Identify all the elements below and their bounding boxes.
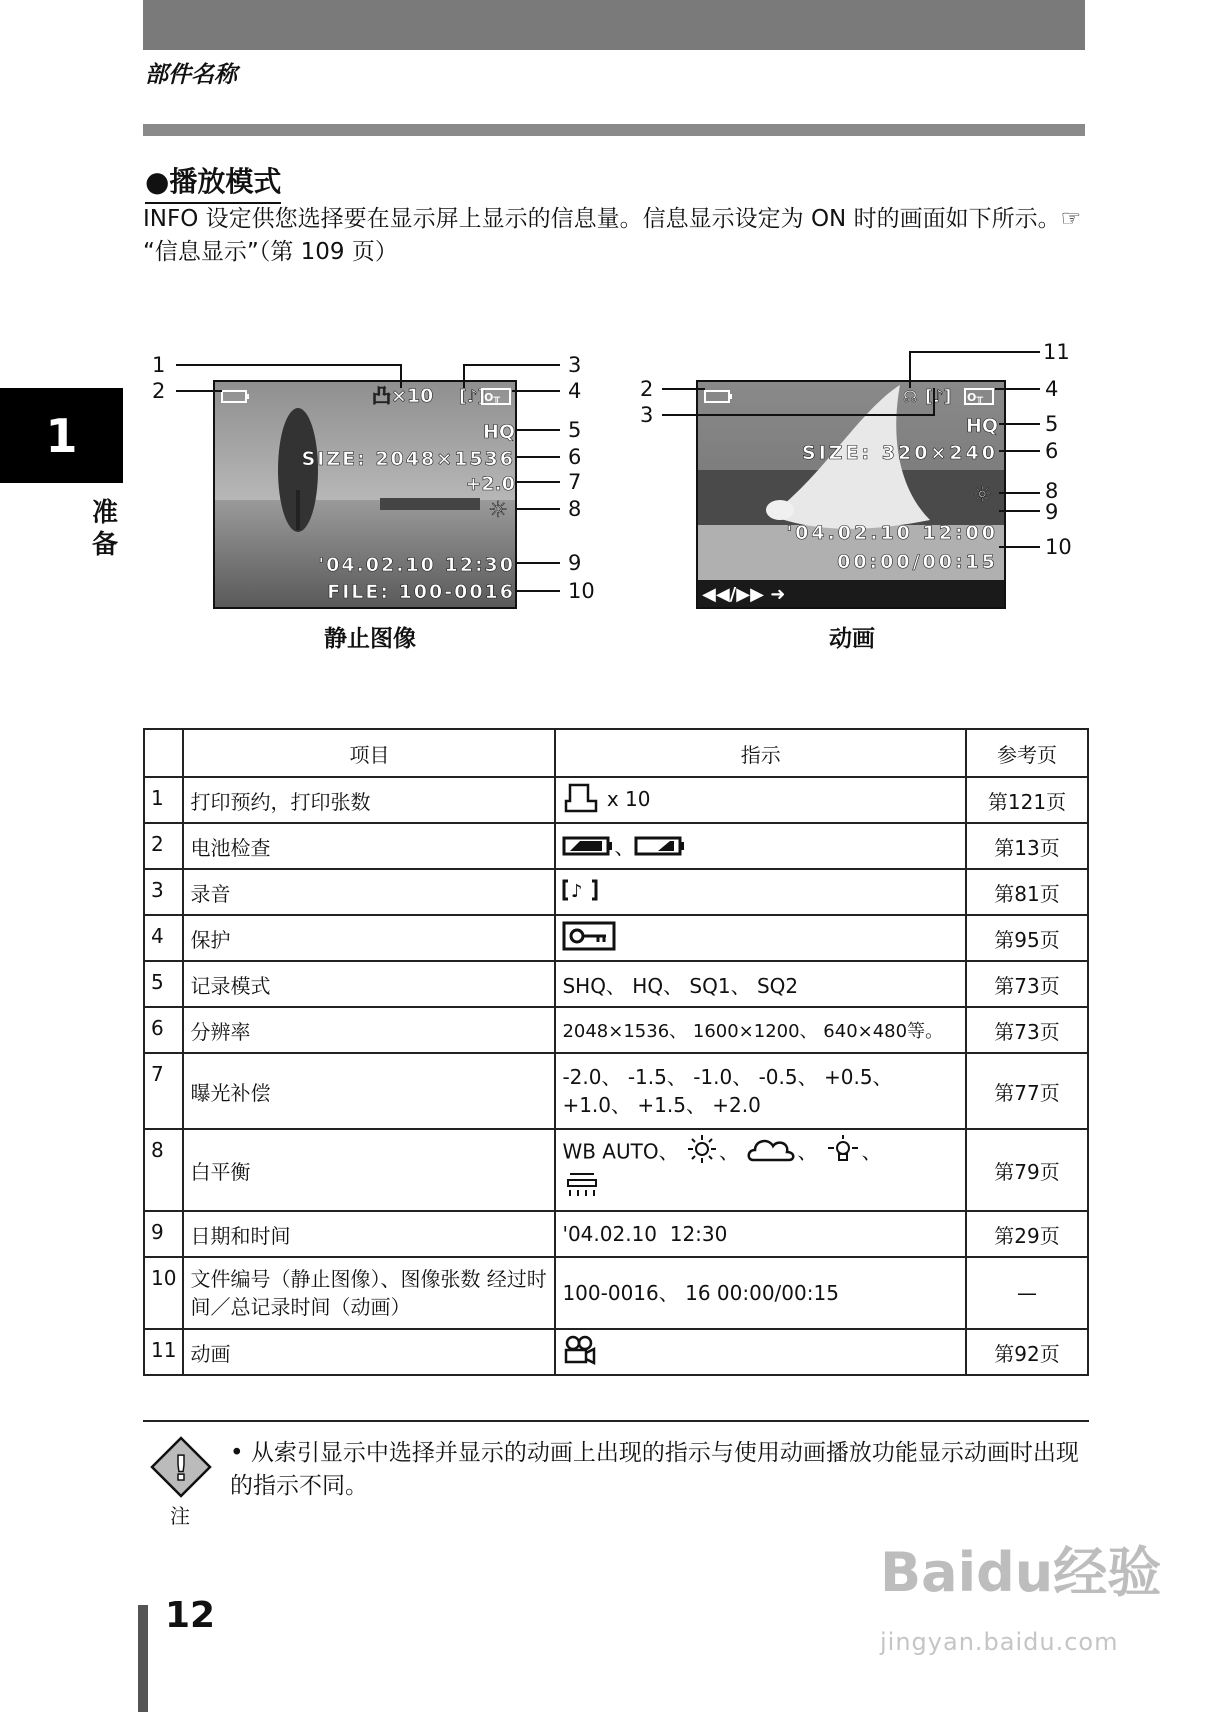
- still-caption: 静止图像: [324, 626, 416, 652]
- table-header-row: 项目 指示 参考页: [144, 729, 1088, 777]
- svg-text:3: 3: [640, 403, 654, 427]
- movie-controls: ◀◀/▶▶ ➜: [702, 584, 786, 605]
- svg-text:5: 5: [1045, 412, 1059, 436]
- table-row: 10 文件编号（静止图像）、图像张数 经过时间／总记录时间（动画） 100-0016、 16 00:00/00:15 —: [144, 1257, 1088, 1329]
- section-label: 部件名称: [145, 62, 237, 88]
- page-number-bar: [138, 1605, 148, 1712]
- tungsten-icon: [824, 1134, 862, 1172]
- svg-text:10: 10: [568, 579, 595, 603]
- svg-text:9: 9: [1045, 500, 1059, 524]
- indicator-table: [143, 728, 1089, 1376]
- svg-text:O╥: O╥: [967, 391, 983, 404]
- movie-caption: 动画: [829, 626, 875, 652]
- intro-paragraph: INFO 设定供您选择要在显示屏上显示的信息量。信息显示设定为 ON 时的画面如下所示。☞ “信息显示”（第 109 页）: [143, 206, 1082, 265]
- still-size: SIZE: 2048×1536: [301, 448, 515, 470]
- battery-low-icon: [634, 835, 686, 862]
- note-text: • 从索引显示中选择并显示的动画上出现的指示与使用动画播放功能显示动画时出现的指示不同。: [230, 1440, 1079, 1499]
- svg-text:2: 2: [640, 377, 654, 401]
- chapter-number-tab: 1: [0, 388, 123, 483]
- svg-text:♪: ♪: [571, 880, 583, 902]
- svg-text:6: 6: [568, 445, 582, 469]
- still-datetime: '04.02.10 12:30: [318, 554, 515, 576]
- sound-icon: [562, 878, 598, 907]
- svg-text:1: 1: [152, 353, 166, 377]
- still-image-screen: [214, 381, 516, 608]
- table-row: 4 保护 第95页: [144, 915, 1088, 961]
- battery-full-icon: [562, 835, 614, 862]
- protect-key-icon: [562, 921, 616, 956]
- still-file: FILE: 100-0016: [327, 581, 515, 603]
- baidu-watermark-url: jingyan.baidu.com: [880, 1628, 1119, 1656]
- cloudy-icon: [745, 1134, 797, 1172]
- svg-text:11: 11: [1043, 340, 1070, 364]
- table-row: 2 电池检查 、 第13页: [144, 823, 1088, 869]
- section-divider: [143, 124, 1085, 136]
- movie-mode: HQ: [965, 415, 998, 437]
- still-mode: HQ: [482, 421, 515, 443]
- note-label: 注: [170, 1504, 190, 1528]
- movie-elapsed: 00:00/00:15: [837, 551, 998, 573]
- still-exposure: +2.0: [465, 473, 515, 495]
- svg-text:9: 9: [568, 551, 582, 575]
- table-row: 6 分辨率 2048×1536、 1600×1200、 640×480等。 第73页: [144, 1007, 1088, 1053]
- svg-text:☼: ☼: [488, 498, 508, 523]
- table-row: 7 曝光补偿 -2.0、 -1.5、 -1.0、 -0.5、 +0.5、 +1.0、 +1.5、 +2.0 第77页: [144, 1053, 1088, 1129]
- svg-text:☊: ☊: [903, 387, 918, 406]
- svg-text:!: !: [173, 1449, 189, 1489]
- movie-camera-icon: [562, 1335, 596, 1370]
- svg-text:☼: ☼: [972, 483, 992, 508]
- header-bar: [143, 0, 1085, 50]
- svg-text:4: 4: [1045, 377, 1059, 401]
- svg-text:O╥: O╥: [484, 391, 500, 404]
- sunny-icon: [685, 1134, 719, 1172]
- print-icon: [562, 783, 600, 818]
- svg-text:7: 7: [568, 470, 582, 494]
- svg-text:6: 6: [1045, 439, 1059, 463]
- table-row: 5 记录模式 SHQ、 HQ、 SQ1、 SQ2 第73页: [144, 961, 1088, 1007]
- svg-text:4: 4: [568, 379, 582, 403]
- table-row: 1 打印预约，打印张数 x 10 第121页: [144, 777, 1088, 823]
- svg-text:8: 8: [568, 497, 582, 521]
- svg-text:[♪]: [♪]: [459, 387, 486, 407]
- lcd-figures: [0, 330, 1228, 670]
- table-row: 8 白平衡 WB AUTO、 、 、 、 第79页: [144, 1129, 1088, 1211]
- fluorescent-icon: [562, 1172, 602, 1206]
- still-print-reserve: 凸×10: [372, 385, 434, 407]
- page-number: 12: [165, 1595, 216, 1636]
- baidu-watermark-logo: Baidu经验: [880, 1541, 1162, 1604]
- table-row: 3 录音 ♪ 第81页: [144, 869, 1088, 915]
- chapter-title: 准备: [91, 498, 118, 560]
- svg-text:5: 5: [568, 418, 582, 442]
- note-divider: [143, 1420, 1089, 1422]
- svg-text:10: 10: [1045, 535, 1072, 559]
- movie-size: SIZE: 320×240: [802, 442, 998, 464]
- svg-text:[♪]: [♪]: [925, 387, 952, 407]
- table-row: 11 动画 第92页: [144, 1329, 1088, 1375]
- warning-icon: [150, 1436, 212, 1502]
- svg-text:3: 3: [568, 353, 582, 377]
- svg-text:8: 8: [1045, 479, 1059, 503]
- svg-text:2: 2: [152, 379, 166, 403]
- movie-datetime: '04.02.10 12:00: [786, 522, 998, 544]
- table-row: 9 日期和时间 '04.02.10 12:30 第29页: [144, 1211, 1088, 1257]
- page-heading: ●播放模式: [145, 160, 281, 204]
